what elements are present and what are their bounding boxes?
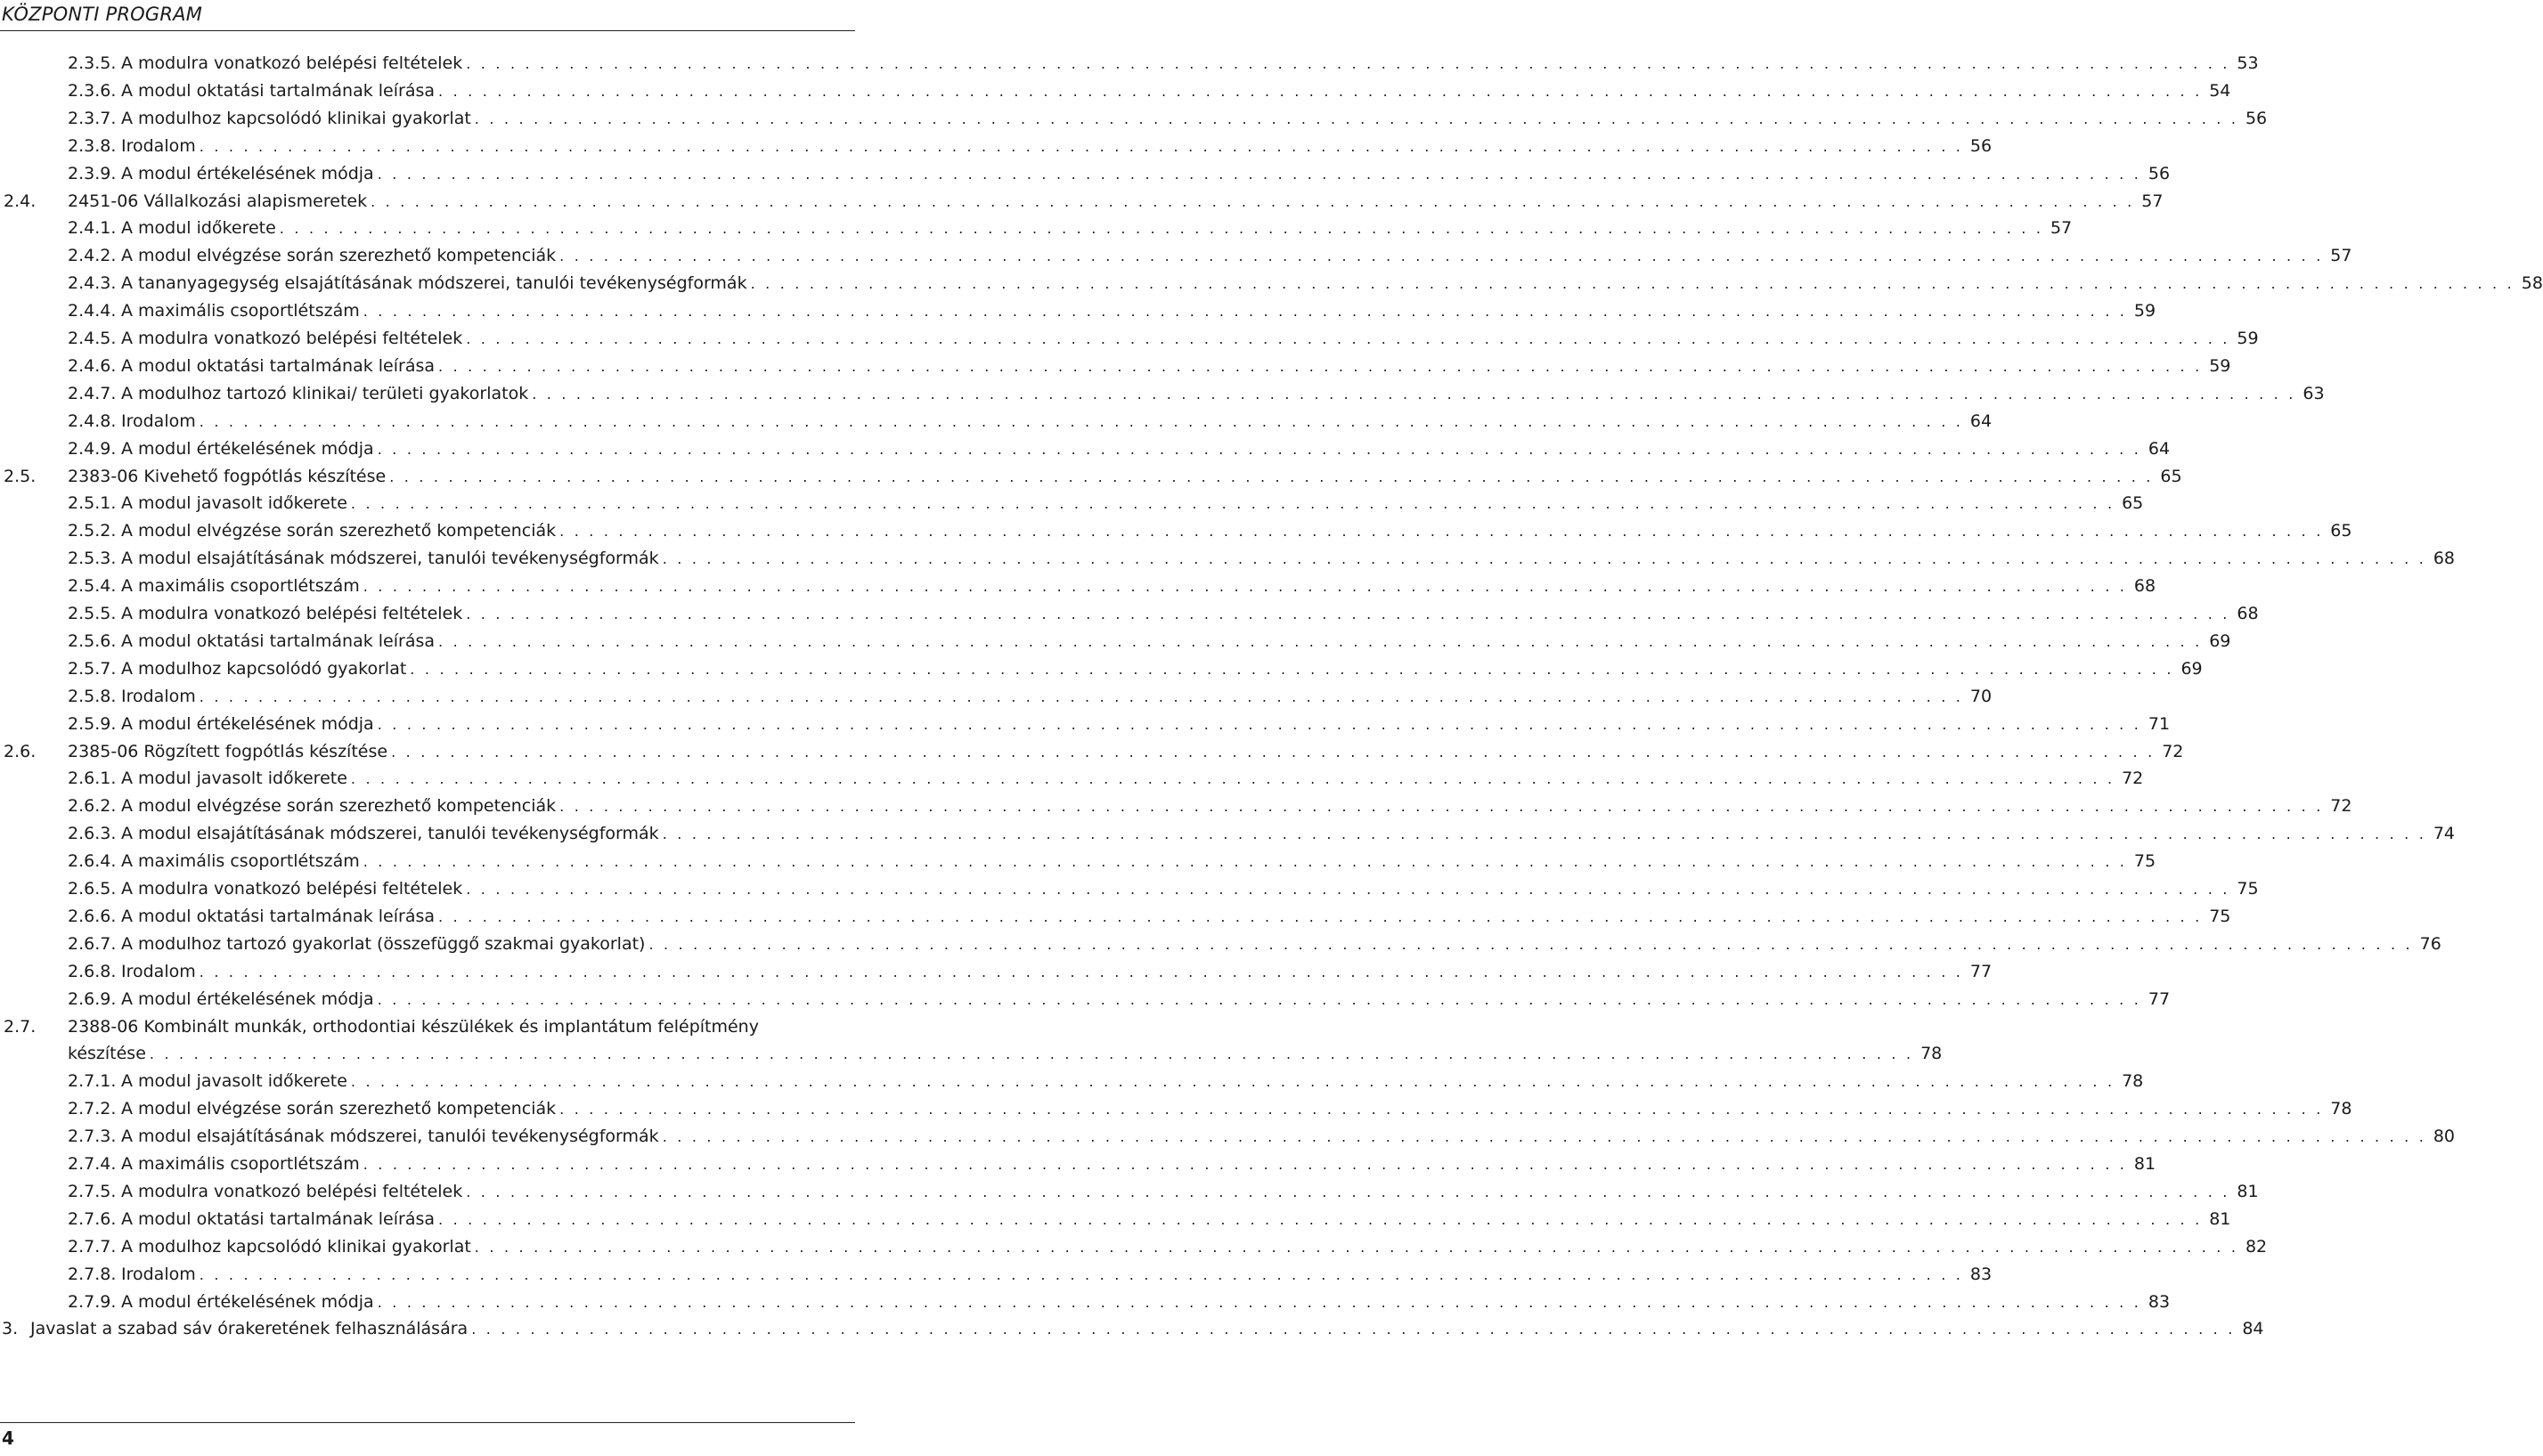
toc-entry-number: 2.5.3. [68,549,117,569]
toc-entry-number: 2.6.2. [68,796,117,817]
leader-dots: . . . . . . . . . . . . . . . . . . . . . . . . . . . . . . . . . . . . . . . . . . . . . . . . . . . . . . . . . . . . . . . . . . . . . . . . . . . . . . . . . . . . . . . . . . . . . . . . . . . . . . . . . . . . . . . . . . . . . . . . [466,1183,2230,1200]
toc-entry-title: A modulra vonatkozó belépési feltételek [121,53,463,73]
toc-entry-number: 2.3.8. [68,135,117,156]
toc-entry-title-cont: készítése [68,1044,146,1064]
leader-dots: . . . . . . . . . . . . . . . . . . . . . . . . . . . . . . . . . . . . . . . . . . . . . . . . . . . . . . . . . . . . . . . . . . . . . . . . . . . . . . . . . . . . . . . . . . . . . . . . . . . . . . . . . . . . . . . . . . . . . . . . [438,907,2203,925]
toc-entry-page: 68 [2433,549,2456,569]
toc-entry-title: A modul oktatási tartalmának leírása [121,906,436,926]
toc-entry[interactable] [68,1291,2171,1319]
toc-entry-number: 2.4.5. [68,329,117,348]
toc-entry-title: A modulra vonatkozó belépési feltételek [121,329,463,348]
toc-entry-page: 56 [2148,163,2171,183]
toc-entry[interactable] [68,961,1993,988]
toc-entry[interactable] [68,329,2259,355]
leader-dots: . . . . . . . . . . . . . . . . . . . . . . . . . . . . . . . . . . . . . . . . . . . . . . . . . . . . . . . . . . . . . . . . . . . . . . . . . . . . . . . . . . . . . . . . . . . . . . . . . . . . . . . . . . . . . . . . . . . . . . . . [377,715,2142,733]
leader-dots: . . . . . . . . . . . . . . . . . . . . . . . . . . . . . . . . . . . . . . . . . . . . . . . . . . . . . . . . . . . . . . . . . . . . . . . . . . . . . . . . . . . . . . . . . . . . . . . . . . . . . . . . . . . . . . . . . . . . . . . . [750,275,2514,293]
toc-entry-page: 63 [2303,383,2325,403]
toc-entry[interactable] [68,383,2325,411]
leader-dots: . . . . . . . . . . . . . . . . . . . . . . . . . . . . . . . . . . . . . . . . . . . . . . . . . . . . . . . . . . . . . . . . . . . . . . . . . . . . . . . . . . . . . . . . . . . . . . . . . . . . . . . . . . . . . . . . . . . . . . . . [377,440,2142,458]
toc-entry-number: 2.7.8. [68,1264,117,1284]
toc-entry-title: Irodalom [121,411,196,431]
toc-entry-number: 2.4.6. [68,355,117,376]
leader-dots: . . . . . . . . . . . . . . . . . . . . . . . . . . . . . . . . . . . . . . . . . . . . . . . . . . . . . . . . . . . . . . . . . . . . . . . . . . . . . . . . . . . . . . . . . . . . . . . . . . . . . . . . . . . . . . . . . . . . . . . . [559,798,2324,816]
leader-dots: . . . . . . . . . . . . . . . . . . . . . . . . . . . . . . . . . . . . . . . . . . . . . . . . . . . . . . . . . . . . . . . . . . . . . . . . . . . . . . . . . . . . . . . . . . . . . . . . . . . . . . . . . . . . . . . . . . . . . . . . [199,963,1964,980]
toc-entry-page: 69 [2180,658,2203,679]
toc-entry-page: 83 [1969,1264,1993,1284]
toc-entry[interactable] [68,658,2203,686]
toc-entry[interactable] [68,549,2456,575]
toc-entry[interactable] [68,246,2352,272]
toc-entry-title: A modul javasolt időkerete [121,493,347,514]
toc-entry-number: 2.5.5. [68,604,117,623]
toc-entry[interactable] [68,273,2543,300]
toc-entry-number: 2.7.5. [68,1181,117,1201]
toc-entry[interactable] [68,824,2456,850]
toc-entry-number: 2.7.9. [68,1291,117,1312]
toc-entry-title: Irodalom [121,961,196,981]
toc-entry-number: 2.4.2. [68,246,117,266]
toc-entry-page: 84 [2242,1319,2264,1339]
leader-dots: . . . . . . . . . . . . . . . . . . . . . . . . . . . . . . . . . . . . . . . . . . . . . . . . . . . . . . . . . . . . . . . . . . . . . . . . . . . . . . . . . . . . . . . . . . . . . . . . . . . . . . . . . . . . . . . . . . . . . . . . [474,1238,2239,1256]
leader-dots: . . . . . . . . . . . . . . . . . . . . . . . . . . . . . . . . . . . . . . . . . . . . . . . . . . . . . . . . . . . . . . . . . . . . . . . . . . . . . . . . . . . . . . . . . . . . . . . . . . . . . . . . . . . . . . . . . . . . . . . . [199,1265,1964,1283]
toc-entry-title: A modulhoz kapcsolódó gyakorlat [121,658,407,679]
leader-dots: . . . . . . . . . . . . . . . . . . . . . . . . . . . . . . . . . . . . . . . . . . . . . . . . . . . . . . . . . . . . . . . . . . . . . . . . . . . . . . . . . . . . . . . . . . . . . . . . . . . . . . . . . . . . . . . . . . . . . . . . [662,1128,2427,1146]
leader-dots: . . . . . . . . . . . . . . . . . . . . . . . . . . . . . . . . . . . . . . . . . . . . . . . . . . . . . . . . . . . . . . . . . . . . . . . . . . . . . . . . . . . . . . . . . . . . . . . . . . . . . . . . . . . . . . . . . . . . . . . . [662,550,2427,568]
toc-entry-title: Irodalom [121,135,196,156]
toc-entry-page: 64 [2148,438,2171,459]
toc-entry-title: A modul elvégzése során szerezhető kompetenciák [121,1099,557,1119]
toc-entry-number: 2.7.7. [68,1236,117,1257]
leader-dots: . . . . . . . . . . . . . . . . . . . . . . . . . . . . . . . . . . . . . . . . . . . . . . . . . . . . . . . . . . . . . . . . . . . . . . . . . . . . . . . . . . . . . . . . . . . . . . . . . . . . . . . . . . . . . . . . . . . . . . . . [532,385,2296,403]
toc-entry-number: 2.6.6. [68,906,117,926]
toc-entry-title: A modul értékelésének módja [121,713,374,734]
toc-entry-title: A modul oktatási tartalmának leírása [121,355,436,376]
toc-entry-page: 80 [2433,1127,2456,1147]
toc-entry-page: 81 [2133,1154,2156,1174]
toc-entry-number: 2.5.7. [68,658,117,679]
toc-entry[interactable] [68,879,2259,906]
leader-dots: . . . . . . . . . . . . . . . . . . . . . . . . . . . . . . . . . . . . . . . . . . . . . . . . . . . . . . . . . . . . . . . . . . . . . . . . . . . . . . . . . . . . . . . . . . . . . . . . . . . . . . . . . . . . . . . . . . . . . . . . [350,495,2115,513]
toc-entry-title: Irodalom [121,1264,196,1284]
leader-dots: . . . . . . . . . . . . . . . . . . . . . . . . . . . . . . . . . . . . . . . . . . . . . . . . . . . . . . . . . . . . . . . . . . . . . . . . . . . . . . . . . . . . . . . . . . . . . . . . . . . . . . . . . . . . . . . . . . . . . . . . [648,935,2413,953]
toc-entry-title: A modul elsajátításának módszerei, tanulói tevékenységformák [121,1127,659,1147]
leader-dots: . . . . . . . . . . . . . . . . . . . . . . . . . . . . . . . . . . . . . . . . . . . . . . . . . . . . . . . . . . . . . . . . . . . . . . . . . . . . . . . . . . . . . . . . . . . . . . . . . . . . . . . . . . . . . . . . . . . . . . . . [466,330,2230,347]
toc-entry-number: 2.6.1. [68,769,117,789]
leader-dots: . . . . . . . . . . . . . . . . . . . . . . . . . . . . . . . . . . . . . . . . . . . . . . . . . . . . . . . . . . . . . . . . . . . . . . . . . . . . . . . . . . . . . . . . . . . . . . . . . . . . . . . . . . . . . . . . . . . . . . . . [199,687,1964,705]
toc-entry-title: A modulra vonatkozó belépési feltételek [121,879,463,899]
toc-entry-page: 81 [2237,1181,2259,1201]
toc-entry-page: 76 [2419,933,2441,954]
toc-entry[interactable] [68,1099,2352,1126]
toc-entry-title: 2451-06 Vállalkozási alapismeretek [68,191,368,211]
toc-entry-page: 56 [1969,135,1993,156]
leader-dots: . . . . . . . . . . . . . . . . . . . . . . . . . . . . . . . . . . . . . . . . . . . . . . . . . . . . . . . . . . . . . . . . . . . . . . . . . . . . . . . . . . . . . . . . . . . . . . . . . . . . . . . . . . . . . . . . . . . . . . . . [363,578,2128,596]
toc-entry-page: 72 [2330,796,2352,817]
toc-entry-page: 57 [2330,246,2352,266]
toc-entry-continuation[interactable] [68,1044,1943,1070]
leader-dots: . . . . . . . . . . . . . . . . . . . . . . . . . . . . . . . . . . . . . . . . . . . . . . . . . . . . . . . . . . . . . . . . . . . . . . . . . . . . . . . . . . . . . . . . . . . . . . . . . . . . . . . . . . . . . . . . . . . . . . . . [474,110,2239,127]
toc-entry-number: 2.5.2. [68,521,117,541]
toc-entry-title: A maximális csoportlétszám [121,851,360,872]
toc-entry-page: 78 [1920,1044,1943,1064]
toc-entry[interactable] [68,851,2156,878]
toc-entry[interactable] [68,576,2156,603]
toc-entry[interactable] [68,906,2231,933]
toc-entry-title: Javaslat a szabad sáv órakeretének felhasználására [30,1319,469,1339]
toc-entry-number: 3. [2,1319,19,1339]
toc-entry-number: 2.5.4. [68,576,117,597]
leader-dots: . . . . . . . . . . . . . . . . . . . . . . . . . . . . . . . . . . . . . . . . . . . . . . . . . . . . . . . . . . . . . . . . . . . . . . . . . . . . . . . . . . . . . . . . . . . . . . . . . . . . . . . . . . . . . . . . . . . . . . . . [350,770,2115,788]
toc-entry-title: 2388-06 Kombinált munkák, orthodontiai készülékek és implantátum felépítmény [68,1016,759,1037]
toc-entry-title: A modulhoz kapcsolódó klinikai gyakorlat [121,1236,471,1257]
toc-entry-page: 78 [2122,1071,2144,1092]
footer-page-number: 4 [2,1428,14,1449]
leader-dots: . . . . . . . . . . . . . . . . . . . . . . . . . . . . . . . . . . . . . . . . . . . . . . . . . . . . . . . . . . . . . . . . . . . . . . . . . . . . . . . . . . . . . . . . . . . . . . . . . . . . . . . . . . . . . . . . . . . . . . . . [438,1210,2203,1228]
toc-entry[interactable] [68,686,1993,713]
toc-entry-page: 65 [2160,466,2182,486]
toc-entry[interactable] [68,1264,1993,1291]
toc-entry-title: A modul elvégzése során szerezhető kompetenciák [121,796,557,817]
toc-entry-title: A modul értékelésének módja [121,163,374,183]
toc-entry[interactable] [68,301,2156,328]
toc-entry[interactable] [68,1181,2259,1208]
toc-entry-number: 2.3.5. [68,53,117,73]
toc-entry-title: A modul elvégzése során szerezhető kompetenciák [121,521,557,541]
toc-entry-title: A maximális csoportlétszám [121,1154,360,1174]
toc-entry-page: 71 [2148,713,2171,734]
toc-entry-number: 2.7.6. [68,1208,117,1229]
toc-entry-page: 59 [2133,301,2156,321]
header-divider [0,30,855,31]
toc-entry[interactable] [68,521,2352,548]
toc-entry-page: 75 [2237,879,2259,899]
toc-entry-number: 2.3.6. [68,80,117,101]
toc-entry-page: 81 [2209,1208,2231,1229]
toc-entry[interactable] [68,988,2171,1016]
toc-entry-page: 72 [2122,769,2144,789]
toc-entry-number: 2.4.9. [68,438,117,459]
toc-entry-number: 2.5.8. [68,686,117,706]
toc-entry-page: 65 [2330,521,2352,541]
toc-entry[interactable] [2,1319,2264,1346]
leader-dots: . . . . . . . . . . . . . . . . . . . . . . . . . . . . . . . . . . . . . . . . . . . . . . . . . . . . . . . . . . . . . . . . . . . . . . . . . . . . . . . . . . . . . . . . . . . . . . . . . . . . . . . . . . . . . . . . . . . . . . . . [371,192,2135,210]
toc-entry-number: 2.7.2. [68,1099,117,1119]
toc-entry-title: A modul oktatási tartalmának leírása [121,630,436,651]
toc-entry-number: 2.4.8. [68,411,117,431]
toc-entry[interactable] [68,630,2231,658]
toc-entry-number: 2.7.3. [68,1127,117,1147]
toc-entry[interactable] [4,191,2164,218]
toc-entry[interactable] [68,135,1993,163]
toc-entry[interactable] [4,466,2182,493]
leader-dots: . . . . . . . . . . . . . . . . . . . . . . . . . . . . . . . . . . . . . . . . . . . . . . . . . . . . . . . . . . . . . . . . . . . . . . . . . . . . . . . . . . . . . . . . . . . . . . . . . . . . . . . . . . . . . . . . . . . . . . . . [559,1101,2324,1118]
toc-entry-title: A modul elvégzése során szerezhető kompetenciák [121,246,557,266]
toc-entry-page: 77 [1969,961,1993,981]
toc-entry-page: 57 [2141,191,2164,211]
toc-entry-number: 2.6.4. [68,851,117,872]
toc-entry[interactable] [68,713,2171,741]
toc-entry[interactable] [68,355,2231,383]
toc-entry-number: 2.4.1. [68,218,117,239]
toc-entry-number: 2.6.5. [68,879,117,899]
toc-entry-number: 2.6.3. [68,824,117,844]
toc-entry-title: A maximális csoportlétszám [121,301,360,321]
toc-entry-page: 65 [2122,493,2144,514]
toc-entry-page: 56 [2245,108,2268,128]
toc-entry-title: Irodalom [121,686,196,706]
toc-entry[interactable] [4,1017,818,1044]
toc-entry-number: 2.5.1. [68,493,117,514]
toc-entry-title: A modulhoz kapcsolódó klinikai gyakorlat [121,108,471,128]
toc-entry-number: 2.5.9. [68,713,117,734]
toc-entry-title: A modul elsajátításának módszerei, tanulói tevékenységformák [121,824,659,844]
leader-dots: . . . . . . . . . . . . . . . . . . . . . . . . . . . . . . . . . . . . . . . . . . . . . . . . . . . . . . . . . . . . . . . . . . . . . . . . . . . . . . . . . . . . . . . . . . . . . . . . . . . . . . . . . . . . . . . . . . . . . . . . [279,220,2044,238]
toc-entry-title: A modul oktatási tartalmának leírása [121,80,436,101]
leader-dots: . . . . . . . . . . . . . . . . . . . . . . . . . . . . . . . . . . . . . . . . . . . . . . . . . . . . . . . . . . . . . . . . . . . . . . . . . . . . . . . . . . . . . . . . . . . . . . . . . . . . . . . . . . . . . . . . . . . . . . . . [559,523,2324,541]
toc-entry[interactable] [68,218,2073,245]
toc-entry-title: A modulra vonatkozó belépési feltételek [121,604,463,623]
toc-entry-number: 2.4.7. [68,383,117,403]
toc-entry-number: 2.6.9. [68,988,117,1009]
leader-dots: . . . . . . . . . . . . . . . . . . . . . . . . . . . . . . . . . . . . . . . . . . . . . . . . . . . . . . . . . . . . . . . . . . . . . . . . . . . . . . . . . . . . . . . . . . . . . . . . . . . . . . . . . . . . . . . . . . . . . . . . [466,881,2230,898]
toc-entry-page: 82 [2245,1236,2268,1257]
toc-entry-page: 59 [2237,329,2259,348]
toc-entry[interactable] [68,1236,2268,1264]
toc-entry[interactable] [68,80,2231,108]
toc-entry[interactable] [68,1071,2144,1098]
toc-entry-page: 78 [2330,1099,2352,1119]
leader-dots: . . . . . . . . . . . . . . . . . . . . . . . . . . . . . . . . . . . . . . . . . . . . . . . . . . . . . . . . . . . . . . . . . . . . . . . . . . . . . . . . . . . . . . . . . . . . . . . . . . . . . . . . . . . . . . . . . . . . . . . . [363,1156,2128,1173]
toc-entry-page: 70 [1969,686,1993,706]
toc-entry-page: 74 [2433,824,2456,844]
leader-dots: . . . . . . . . . . . . . . . . . . . . . . . . . . . . . . . . . . . . . . . . . . . . . . . . . . . . . . . . . . . . . . . . . . . . . . . . . . . . . . . . . . . . . . . . . . . . . . . . . . . . . . . . . . . . . . . . . . . . . . . . [471,1321,2236,1338]
page-header [0,0,855,32]
toc-entry-title: A modul időkerete [121,218,276,239]
toc-entry-page: 77 [2148,988,2171,1009]
toc-entry-page: 68 [2237,604,2259,623]
toc-entry[interactable] [68,438,2171,466]
toc-entry-title: A maximális csoportlétszám [121,576,360,597]
leader-dots: . . . . . . . . . . . . . . . . . . . . . . . . . . . . . . . . . . . . . . . . . . . . . . . . . . . . . . . . . . . . . . . . . . . . . . . . . . . . . . . . . . . . . . . . . . . . . . . . . . . . . . . . . . . . . . . . . . . . . . . . [199,412,1964,430]
toc-entry-title: A modulhoz tartozó gyakorlat (összefüggő szakmai gyakorlat) [121,933,646,954]
toc-entry-page: 64 [1969,411,1993,431]
toc-entry[interactable] [68,163,2171,191]
leader-dots: . . . . . . . . . . . . . . . . . . . . . . . . . . . . . . . . . . . . . . . . . . . . . . . . . . . . . . . . . . . . . . . . . . . . . . . . . . . . . . . . . . . . . . . . . . . . . . . . . . . . . . . . . . . . . . . . . . . . . . . . [350,1073,2115,1091]
toc-entry[interactable] [68,769,2144,795]
toc-entry-page: 69 [2209,630,2231,651]
toc-entry-number: 2.4.3. [68,273,117,294]
leader-dots: . . . . . . . . . . . . . . . . . . . . . . . . . . . . . . . . . . . . . . . . . . . . . . . . . . . . . . . . . . . . . . . . . . . . . . . . . . . . . . . . . . . . . . . . . . . . . . . . . . . . . . . . . . . . . . . . . . . . . . . . [438,357,2203,375]
toc-entry-page: 68 [2133,576,2156,597]
toc-entry-number: 2.5.6. [68,630,117,651]
toc-entry[interactable] [68,108,2268,135]
toc-entry[interactable] [68,493,2144,520]
toc-entry-number: 2.6. [4,741,37,761]
toc-entry[interactable] [68,53,2259,80]
toc-entry-page: 59 [2209,355,2231,376]
toc-entry-title: A modul javasolt időkerete [121,769,347,789]
toc-entry-number: 2.7. [4,1016,37,1037]
footer-divider [0,1422,855,1423]
toc-entry[interactable] [68,933,2441,961]
leader-dots: . . . . . . . . . . . . . . . . . . . . . . . . . . . . . . . . . . . . . . . . . . . . . . . . . . . . . . . . . . . . . . . . . . . . . . . . . . . . . . . . . . . . . . . . . . . . . . . . . . . . . . . . . . . . . . . . . . . . . . . . [377,165,2142,183]
leader-dots: . . . . . . . . . . . . . . . . . . . . . . . . . . . . . . . . . . . . . . . . . . . . . . . . . . . . . . . . . . . . . . . . . . . . . . . . . . . . . . . . . . . . . . . . . . . . . . . . . . . . . . . . . . . . . . . . . . . . . . . . [466,55,2230,72]
header-title: KÖZPONTI PROGRAM [2,4,203,25]
toc-entry-page: 58 [2521,273,2543,294]
toc-entry-number: 2.6.7. [68,933,117,954]
toc-entry-title: A modul értékelésének módja [121,988,374,1009]
toc-entry-title: 2383-06 Kivehető fogpótlás készítése [68,466,387,486]
toc-entry-page: 54 [2209,80,2231,101]
leader-dots: . . . . . . . . . . . . . . . . . . . . . . . . . . . . . . . . . . . . . . . . . . . . . . . . . . . . . . . . . . . . . . . . . . . . . . . . . . . . . . . . . . . . . . . . . . . . . . . . . . . . . . . . . . . . . . . . . . . . . . . . [389,468,2154,485]
toc-entry-title: A tananyagegység elsajátításának módszerei, tanulói tevékenységformák [121,273,747,294]
leader-dots: . . . . . . . . . . . . . . . . . . . . . . . . . . . . . . . . . . . . . . . . . . . . . . . . . . . . . . . . . . . . . . . . . . . . . . . . . . . . . . . . . . . . . . . . . . . . . . . . . . . . . . . . . . . . . . . . . . . . . . . . [662,826,2427,843]
toc-entry-number: 2.3.9. [68,163,117,183]
leader-dots: . . . . . . . . . . . . . . . . . . . . . . . . . . . . . . . . . . . . . . . . . . . . . . . . . . . . . . . . . . . . . . . . . . . . . . . . . . . . . . . . . . . . . . . . . . . . . . . . . . . . . . . . . . . . . . . . . . . . . . . . [438,632,2203,650]
toc-entry-page: 83 [2148,1291,2171,1312]
toc-entry[interactable] [68,1127,2456,1153]
leader-dots: . . . . . . . . . . . . . . . . . . . . . . . . . . . . . . . . . . . . . . . . . . . . . . . . . . . . . . . . . . . . . . . . . . . . . . . . . . . . . . . . . . . . . . . . . . . . . . . . . . . . . . . . . . . . . . . . . . . . . . . . [377,990,2142,1008]
toc-entry-title: A modul oktatási tartalmának leírása [121,1208,436,1229]
toc-entry[interactable] [68,796,2352,823]
toc-entry-title: A modul javasolt időkerete [121,1071,347,1092]
leader-dots: . . . . . . . . . . . . . . . . . . . . . . . . . . . . . . . . . . . . . . . . . . . . . . . . . . . . . . . . . . . . . . . . . . . . . . . . . . . . . . . . . . . . . . . . . . . . . . . . . . . . . . . . . . . . . . . . . . . . . . . . [363,303,2128,321]
toc-entry-page: 72 [2162,741,2184,761]
toc-entry-page: 53 [2237,53,2259,73]
toc-entry-page: 75 [2209,906,2231,926]
toc-entry-number: 2.4.4. [68,301,117,321]
toc-entry[interactable] [68,411,1993,438]
toc-entry[interactable] [68,1208,2231,1236]
leader-dots: . . . . . . . . . . . . . . . . . . . . . . . . . . . . . . . . . . . . . . . . . . . . . . . . . . . . . . . . . . . . . . . . . . . . . . . . . . . . . . . . . . . . . . . . . . . . . . . . . . . . . . . . . . . . . . . . . . . . . . . . [391,743,2156,761]
toc-entry-number: 2.7.4. [68,1154,117,1174]
leader-dots: . . . . . . . . . . . . . . . . . . . . . . . . . . . . . . . . . . . . . . . . . . . . . . . . . . . . . . . . . . . . . . . . . . . . . . . . . . . . . . . . . . . . . . . . . . . . . . . . . . . . . . . . . . . . . . . . . . . . . . . . [363,853,2128,871]
leader-dots: . . . . . . . . . . . . . . . . . . . . . . . . . . . . . . . . . . . . . . . . . . . . . . . . . . . . . . . . . . . . . . . . . . . . . . . . . . . . . . . . . . . . . . . . . . . . . . . . . . . . . . . . . . . . . . . . . . . . . . . . [410,660,2174,678]
toc-entry-title: A modulhoz tartozó klinikai/ területi gyakorlatok [121,383,529,403]
toc-entry-title: A modul értékelésének módja [121,1291,374,1312]
leader-dots: . . . . . . . . . . . . . . . . . . . . . . . . . . . . . . . . . . . . . . . . . . . . . . . . . . . . . . . . . . . . . . . . . . . . . . . . . . . . . . . . . . . . . . . . . . . . . . . . . . . . . . . . . . . . . . . . . . . . . . . . [149,1045,1914,1063]
leader-dots: . . . . . . . . . . . . . . . . . . . . . . . . . . . . . . . . . . . . . . . . . . . . . . . . . . . . . . . . . . . . . . . . . . . . . . . . . . . . . . . . . . . . . . . . . . . . . . . . . . . . . . . . . . . . . . . . . . . . . . . . [466,606,2230,622]
toc-entry-page: 75 [2133,851,2156,872]
toc-entry[interactable] [68,1154,2156,1181]
toc-entry-number: 2.7.1. [68,1071,117,1092]
leader-dots: . . . . . . . . . . . . . . . . . . . . . . . . . . . . . . . . . . . . . . . . . . . . . . . . . . . . . . . . . . . . . . . . . . . . . . . . . . . . . . . . . . . . . . . . . . . . . . . . . . . . . . . . . . . . . . . . . . . . . . . . [199,137,1964,155]
toc-entry-number: 2.4. [4,191,37,211]
toc-entry-number: 2.6.8. [68,961,117,981]
toc-entry-number: 2.5. [4,466,37,486]
leader-dots: . . . . . . . . . . . . . . . . . . . . . . . . . . . . . . . . . . . . . . . . . . . . . . . . . . . . . . . . . . . . . . . . . . . . . . . . . . . . . . . . . . . . . . . . . . . . . . . . . . . . . . . . . . . . . . . . . . . . . . . . [438,82,2203,100]
toc-entry-number: 2.3.7. [68,108,117,128]
toc-entry-title: A modulra vonatkozó belépési feltételek [121,1181,463,1201]
leader-dots: . . . . . . . . . . . . . . . . . . . . . . . . . . . . . . . . . . . . . . . . . . . . . . . . . . . . . . . . . . . . . . . . . . . . . . . . . . . . . . . . . . . . . . . . . . . . . . . . . . . . . . . . . . . . . . . . . . . . . . . . [377,1293,2142,1311]
toc-entry[interactable] [4,741,2184,769]
toc-entry-page: 57 [2050,218,2073,239]
toc-entry-title: 2385-06 Rögzített fogpótlás készítése [68,741,388,761]
leader-dots: . . . . . . . . . . . . . . . . . . . . . . . . . . . . . . . . . . . . . . . . . . . . . . . . . . . . . . . . . . . . . . . . . . . . . . . . . . . . . . . . . . . . . . . . . . . . . . . . . . . . . . . . . . . . . . . . . . . . . . . . [559,248,2324,265]
toc-entry-title: A modul értékelésének módja [121,438,374,459]
toc-entry-title: A modul elsajátításának módszerei, tanulói tevékenységformák [121,549,659,569]
toc-entry[interactable] [68,604,2259,630]
